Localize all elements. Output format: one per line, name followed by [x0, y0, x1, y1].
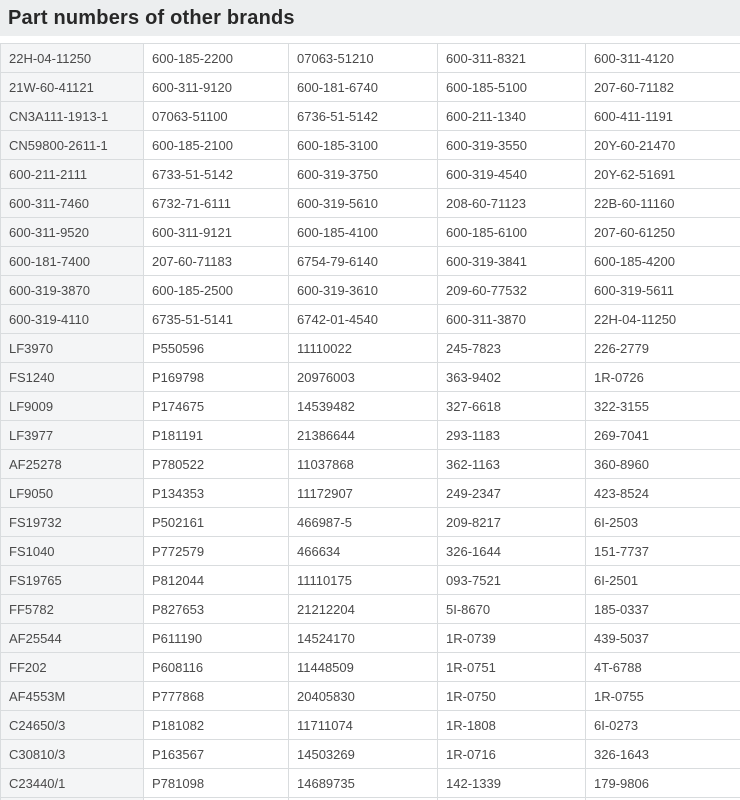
part-number-cell-primary: FF5782	[1, 595, 144, 624]
part-number-cell-primary: 600-319-3870	[1, 276, 144, 305]
part-number-cell: P611190	[144, 624, 289, 653]
part-number-cell: P827653	[144, 595, 289, 624]
part-number-cell: 142-1339	[438, 769, 586, 798]
part-number-cell: 245-7823	[438, 334, 586, 363]
part-number-cell: 207-60-61250	[586, 218, 740, 247]
part-number-cell: 179-9806	[586, 769, 740, 798]
part-number-cell: P163567	[144, 740, 289, 769]
part-number-cell: 327-6618	[438, 392, 586, 421]
part-number-cell: 600-319-3750	[289, 160, 438, 189]
part-number-cell: 6754-79-6140	[289, 247, 438, 276]
part-number-cell: 11110022	[289, 334, 438, 363]
part-number-cell: P781098	[144, 769, 289, 798]
table-row	[1, 218, 740, 247]
part-number-cell: 14524170	[289, 624, 438, 653]
table-row	[1, 740, 740, 769]
part-number-cell: 600-311-3870	[438, 305, 586, 334]
part-number-cell-primary: FS1040	[1, 537, 144, 566]
part-number-cell: P812044	[144, 566, 289, 595]
table-row	[1, 537, 740, 566]
part-number-cell-primary: CN59800-2611-1	[1, 131, 144, 160]
part-number-cell: 21386644	[289, 421, 438, 450]
part-number-cell-primary: FS19732	[1, 508, 144, 537]
part-number-cell: 11711074	[289, 711, 438, 740]
part-number-cell: P780522	[144, 450, 289, 479]
part-number-cell-primary: FF202	[1, 653, 144, 682]
parts-table-container	[0, 43, 740, 800]
part-number-cell: 093-7521	[438, 566, 586, 595]
part-number-cell: 14689735	[289, 769, 438, 798]
table-row	[1, 305, 740, 334]
part-number-cell: 6732-71-6111	[144, 189, 289, 218]
table-row	[1, 566, 740, 595]
part-number-cell: 6742-01-4540	[289, 305, 438, 334]
part-number-cell: P174675	[144, 392, 289, 421]
part-number-cell-primary: FS1240	[1, 363, 144, 392]
part-number-cell: 600-311-4120	[586, 44, 740, 73]
part-number-cell-primary: 600-311-9520	[1, 218, 144, 247]
part-number-cell: 322-3155	[586, 392, 740, 421]
part-number-cell-primary: 600-311-7460	[1, 189, 144, 218]
part-number-cell: 185-0337	[586, 595, 740, 624]
page-header	[0, 0, 740, 36]
part-number-cell-primary: AF25278	[1, 450, 144, 479]
part-number-cell: 1R-0726	[586, 363, 740, 392]
part-number-cell: 11110175	[289, 566, 438, 595]
part-number-cell: 11172907	[289, 479, 438, 508]
part-number-cell: 209-8217	[438, 508, 586, 537]
part-number-cell: 269-7041	[586, 421, 740, 450]
part-number-cell: 20Y-62-51691	[586, 160, 740, 189]
part-number-cell: P134353	[144, 479, 289, 508]
part-number-cell: 07063-51210	[289, 44, 438, 73]
part-number-cell: 600-185-2200	[144, 44, 289, 73]
part-number-cell: 226-2779	[586, 334, 740, 363]
part-number-cell: 600-185-6100	[438, 218, 586, 247]
part-number-cell: 600-311-9120	[144, 73, 289, 102]
parts-table	[0, 43, 740, 800]
part-number-cell: 439-5037	[586, 624, 740, 653]
part-number-cell: 600-211-1340	[438, 102, 586, 131]
part-number-cell: 1R-1808	[438, 711, 586, 740]
part-number-cell: 362-1163	[438, 450, 586, 479]
part-number-cell: 4T-6788	[586, 653, 740, 682]
part-number-cell: 600-185-3100	[289, 131, 438, 160]
part-number-cell-primary: LF9050	[1, 479, 144, 508]
part-number-cell: 151-7737	[586, 537, 740, 566]
part-number-cell-primary: 22H-04-11250	[1, 44, 144, 73]
part-number-cell-primary: C30810/3	[1, 740, 144, 769]
table-row	[1, 276, 740, 305]
part-number-cell-primary: CN3A111-1913-1	[1, 102, 144, 131]
part-number-cell: 21212204	[289, 595, 438, 624]
table-row	[1, 73, 740, 102]
part-number-cell: P777868	[144, 682, 289, 711]
part-number-cell-primary: LF3970	[1, 334, 144, 363]
table-row	[1, 44, 740, 73]
table-row	[1, 479, 740, 508]
part-number-cell: 1R-0716	[438, 740, 586, 769]
table-row	[1, 160, 740, 189]
table-row	[1, 711, 740, 740]
part-number-cell: 6I-2503	[586, 508, 740, 537]
part-number-cell: 600-185-2100	[144, 131, 289, 160]
part-number-cell: 209-60-77532	[438, 276, 586, 305]
part-number-cell: 208-60-71123	[438, 189, 586, 218]
part-number-cell: 6736-51-5142	[289, 102, 438, 131]
part-number-cell: 600-181-6740	[289, 73, 438, 102]
part-number-cell: P772579	[144, 537, 289, 566]
part-number-cell: 14503269	[289, 740, 438, 769]
table-row	[1, 450, 740, 479]
table-row	[1, 595, 740, 624]
part-number-cell: P550596	[144, 334, 289, 363]
table-row	[1, 421, 740, 450]
part-number-cell: P502161	[144, 508, 289, 537]
table-row	[1, 334, 740, 363]
part-number-cell: 326-1644	[438, 537, 586, 566]
table-row	[1, 769, 740, 798]
part-number-cell: 22B-60-11160	[586, 189, 740, 218]
part-number-cell: 5I-8670	[438, 595, 586, 624]
part-number-cell: 600-319-3610	[289, 276, 438, 305]
part-number-cell: 1R-0739	[438, 624, 586, 653]
part-number-cell: 466987-5	[289, 508, 438, 537]
part-number-cell: 20405830	[289, 682, 438, 711]
part-number-cell: 6733-51-5142	[144, 160, 289, 189]
part-number-cell-primary: AF4553M	[1, 682, 144, 711]
table-row	[1, 102, 740, 131]
part-number-cell: 6I-0273	[586, 711, 740, 740]
part-number-cell: 360-8960	[586, 450, 740, 479]
part-number-cell: 11037868	[289, 450, 438, 479]
part-number-cell: P169798	[144, 363, 289, 392]
part-number-cell-primary: LF3977	[1, 421, 144, 450]
part-number-cell: 466634	[289, 537, 438, 566]
part-number-cell: P181191	[144, 421, 289, 450]
part-number-cell: 1R-0751	[438, 653, 586, 682]
part-number-cell-primary: AF25544	[1, 624, 144, 653]
part-number-cell-primary: C23440/1	[1, 769, 144, 798]
part-number-cell: 600-185-2500	[144, 276, 289, 305]
part-number-cell: 20Y-60-21470	[586, 131, 740, 160]
table-row	[1, 363, 740, 392]
table-row	[1, 653, 740, 682]
part-number-cell: 07063-51100	[144, 102, 289, 131]
part-number-cell: 363-9402	[438, 363, 586, 392]
part-number-cell: 326-1643	[586, 740, 740, 769]
part-number-cell: P181082	[144, 711, 289, 740]
part-number-cell: 1R-0755	[586, 682, 740, 711]
table-row	[1, 682, 740, 711]
part-number-cell: 600-319-5610	[289, 189, 438, 218]
part-number-cell: 600-311-9121	[144, 218, 289, 247]
part-number-cell: 600-319-5611	[586, 276, 740, 305]
table-row	[1, 189, 740, 218]
part-number-cell: 600-185-4200	[586, 247, 740, 276]
part-number-cell: 207-60-71183	[144, 247, 289, 276]
table-row	[1, 508, 740, 537]
part-number-cell: 600-319-4540	[438, 160, 586, 189]
table-row	[1, 131, 740, 160]
part-number-cell: 1R-0750	[438, 682, 586, 711]
part-number-cell-primary: C24650/3	[1, 711, 144, 740]
part-number-cell: 207-60-71182	[586, 73, 740, 102]
part-number-cell: 600-319-3550	[438, 131, 586, 160]
part-number-cell: 600-185-4100	[289, 218, 438, 247]
part-number-cell: 6I-2501	[586, 566, 740, 595]
page-title: Part numbers of other brands	[8, 6, 295, 29]
part-number-cell: 600-311-8321	[438, 44, 586, 73]
part-number-cell: 600-185-5100	[438, 73, 586, 102]
table-row	[1, 247, 740, 276]
part-number-cell: 600-411-1191	[586, 102, 740, 131]
part-number-cell: 11448509	[289, 653, 438, 682]
table-row	[1, 392, 740, 421]
part-number-cell: 22H-04-11250	[586, 305, 740, 334]
part-number-cell-primary: 600-181-7400	[1, 247, 144, 276]
part-number-cell: 20976003	[289, 363, 438, 392]
part-number-cell: 293-1183	[438, 421, 586, 450]
part-number-cell: P608116	[144, 653, 289, 682]
part-number-cell-primary: LF9009	[1, 392, 144, 421]
part-number-cell: 14539482	[289, 392, 438, 421]
part-number-cell-primary: FS19765	[1, 566, 144, 595]
part-number-cell: 423-8524	[586, 479, 740, 508]
part-number-cell-primary: 600-211-2111	[1, 160, 144, 189]
part-number-cell-primary: 21W-60-41121	[1, 73, 144, 102]
part-number-cell: 600-319-3841	[438, 247, 586, 276]
part-number-cell: 6735-51-5141	[144, 305, 289, 334]
part-number-cell-primary: 600-319-4110	[1, 305, 144, 334]
part-number-cell: 249-2347	[438, 479, 586, 508]
table-row	[1, 624, 740, 653]
